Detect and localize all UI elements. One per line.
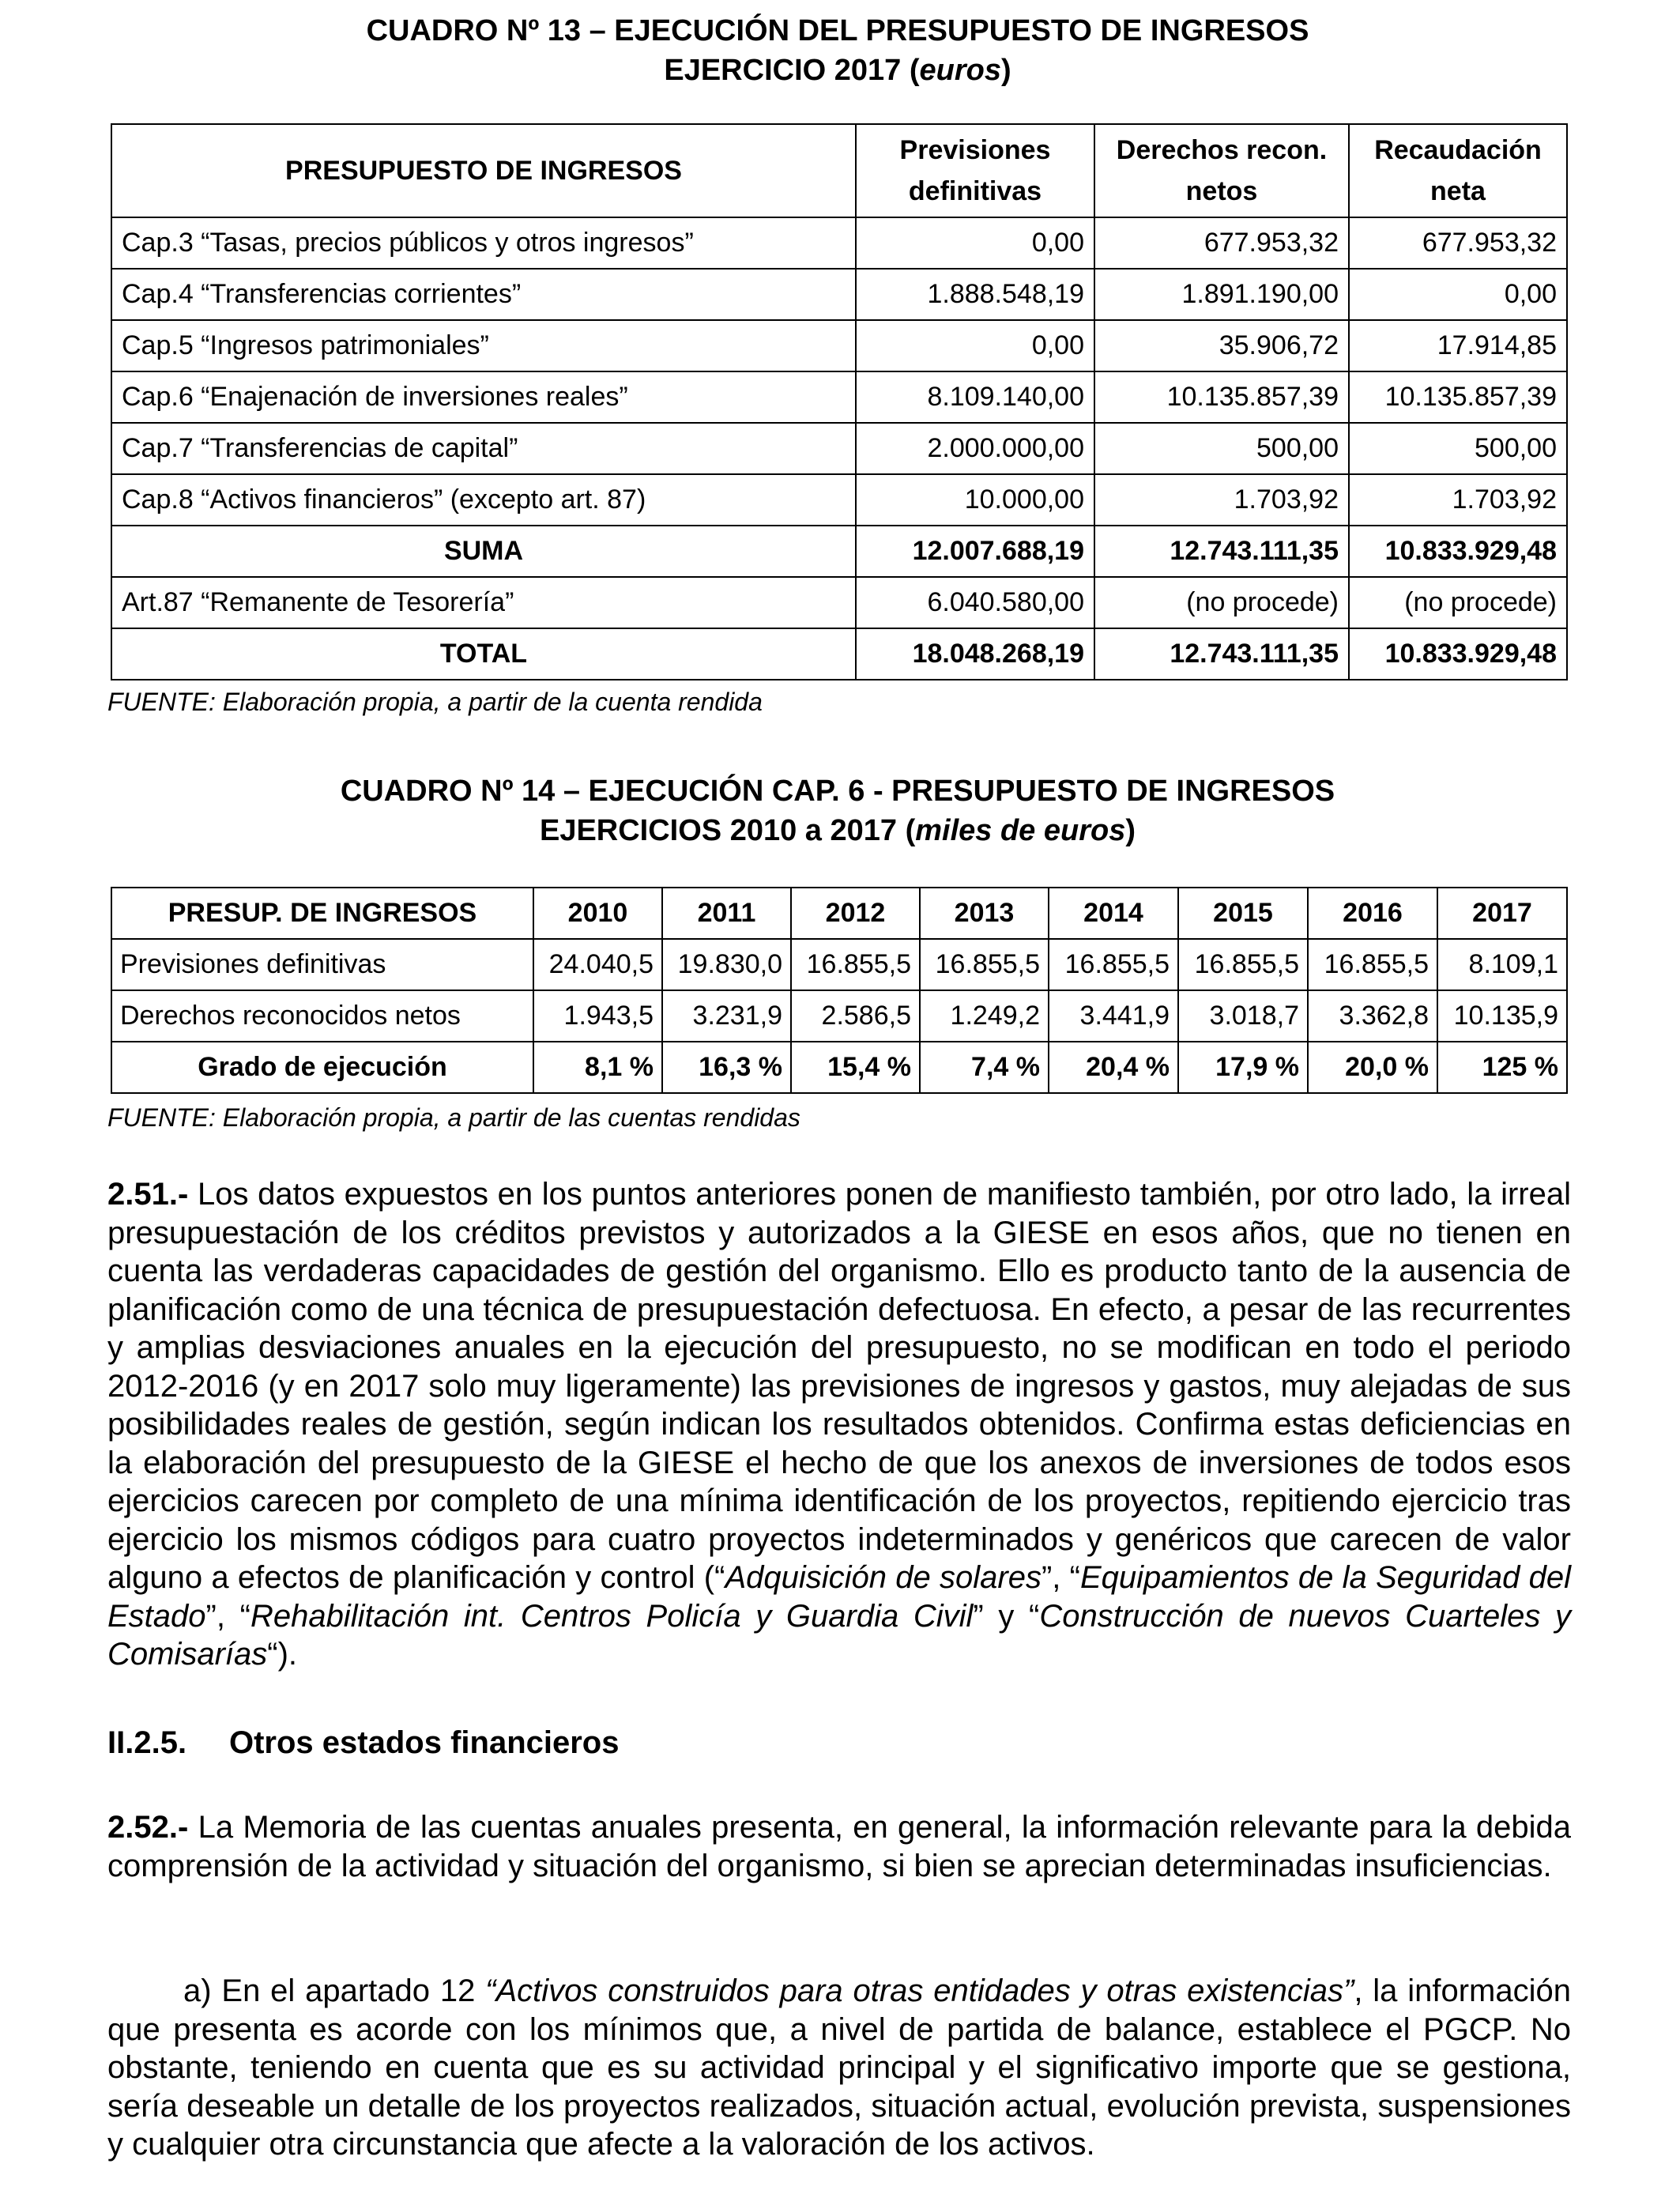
cell-previsiones: 18.048.268,19: [856, 628, 1094, 680]
table-cell: 7,4 %: [920, 1042, 1049, 1093]
table-cell: 10.135,9: [1437, 990, 1567, 1042]
table14-header-year: 2015: [1178, 888, 1308, 939]
row-label: Grado de ejecución: [111, 1042, 533, 1093]
table-row: [111, 320, 1567, 371]
cell-previsiones: 8.109.140,00: [856, 371, 1094, 423]
cell-derechos: 1.891.190,00: [1094, 269, 1349, 320]
table13-caption: [103, 11, 1573, 90]
table-cell: 24.040,5: [533, 939, 662, 990]
table13-caption-line2: EJERCICIO 2017 (euros): [664, 54, 1011, 87]
table-row: [111, 371, 1567, 423]
cell-previsiones: 10.000,00: [856, 474, 1094, 526]
paragraph-a: a) En el apartado 12 “Activos construidos para otras entidades y otras existencias”, la información que presenta es acorde con los mínimos que, a nivel de partida de balance, establece el PGCP. No obstante, teniendo en cuenta que es su actividad principal y el significativo importe que se gestiona, sería deseable un detalle de los proyectos realizados, situación actual, evolución prevista, suspensiones y cualquier otra circunstancia que afecte a la valoración de los activos.: [107, 1973, 1572, 2162]
table-cell: 125 %: [1437, 1042, 1567, 1093]
table-row-grado: [111, 1042, 1567, 1093]
table14-source: FUENTE: Elaboración propia, a partir de las cuentas rendidas: [107, 1103, 800, 1132]
row-label: Cap.4 “Transferencias corrientes”: [111, 269, 856, 320]
cell-derechos: 677.953,32: [1094, 217, 1349, 269]
cell-derechos: (no procede): [1094, 577, 1349, 628]
cell-previsiones: 12.007.688,19: [856, 526, 1094, 577]
cell-recaudacion: 17.914,85: [1349, 320, 1567, 371]
table-row: [111, 217, 1567, 269]
list-marker: a): [183, 1973, 212, 2008]
row-label: Cap.8 “Activos financieros” (excepto art. 87): [111, 474, 856, 526]
table-cell: 1.943,5: [533, 990, 662, 1042]
section-heading: [107, 1723, 619, 1762]
table-cell: 20,4 %: [1049, 1042, 1178, 1093]
cell-recaudacion: 0,00: [1349, 269, 1567, 320]
row-label: Cap.7 “Transferencias de capital”: [111, 423, 856, 474]
cell-previsiones: 0,00: [856, 320, 1094, 371]
paragraph-2-51: 2.51.- Los datos expuestos en los puntos anteriores ponen de manifiesto también, por otro lado, la irreal presupuestación de los créditos previstos y autorizados a la GIESE en esos años, que no tienen en cuenta las verdaderas capacidades de gestión del organismo. Ello es producto tanto de la ausencia de planificación como de una técnica de presupuestación defectuosa. En efecto, a pesar de las recurrentes y amplias desviaciones anuales en la ejecución del presupuesto, no se modifican en todo el periodo 2012-2016 (y en 2017 solo muy ligeramente) las previsiones de ingresos y gastos, muy alejadas de sus posibilidades reales de gestión, según indican los resultados obtenidos. Confirma estas deficiencias en la elaboración del presupuesto de la GIESE el hecho de que los anexos de inversiones de todos esos ejercicios carecen por completo de una mínima identificación de los proyectos, repitiendo ejercicio tras ejercicio los mismos códigos para cuatro proyectos indeterminados y genéricos que carecen de valor alguno a efectos de planificación y control (“Adquisición de solares”, “Equipamientos de la Seguridad del Estado”, “Rehabilitación int. Centros Policía y Guardia Civil” y “Construcción de nuevos Cuarteles y Comisarías“).: [107, 1177, 1572, 1672]
table14: [111, 887, 1568, 1094]
cell-derechos: 10.135.857,39: [1094, 371, 1349, 423]
table-cell: 16.855,5: [1178, 939, 1308, 990]
section-title: Otros estados financieros: [229, 1725, 620, 1760]
table-cell: 20,0 %: [1308, 1042, 1437, 1093]
section-number: II.2.5.: [107, 1725, 187, 1760]
table-cell: 8.109,1: [1437, 939, 1567, 990]
row-label: Art.87 “Remanente de Tesorería”: [111, 577, 856, 628]
table14-header-year: 2017: [1437, 888, 1567, 939]
table13: [111, 123, 1568, 680]
table14-header-year: 2011: [662, 888, 791, 939]
table-row: [111, 577, 1567, 628]
table-row: [111, 990, 1567, 1042]
table-cell: 16.855,5: [920, 939, 1049, 990]
row-label: Cap.5 “Ingresos patrimoniales”: [111, 320, 856, 371]
cell-previsiones: 0,00: [856, 217, 1094, 269]
table14-caption-line2: EJERCICIOS 2010 a 2017 (miles de euros): [539, 814, 1136, 847]
cell-derechos: 1.703,92: [1094, 474, 1349, 526]
table-cell: 17,9 %: [1178, 1042, 1308, 1093]
table-cell: 3.362,8: [1308, 990, 1437, 1042]
table-cell: 16.855,5: [791, 939, 920, 990]
table-cell: 19.830,0: [662, 939, 791, 990]
table14-header-year: 2012: [791, 888, 920, 939]
table14-header-year: 2010: [533, 888, 662, 939]
cell-recaudacion: 10.135.857,39: [1349, 371, 1567, 423]
table-cell: 3.441,9: [1049, 990, 1178, 1042]
cell-previsiones: 1.888.548,19: [856, 269, 1094, 320]
paragraph-2-52: 2.52.- La Memoria de las cuentas anuales presenta, en general, la información relevante para la debida comprensión de la actividad y situación del organismo, si bien se aprecian determinadas insuficiencias.: [107, 1810, 1571, 1883]
table-row-suma: [111, 526, 1567, 577]
table-row: [111, 423, 1567, 474]
table-cell: 8,1 %: [533, 1042, 662, 1093]
cell-previsiones: 2.000.000,00: [856, 423, 1094, 474]
row-label: Previsiones definitivas: [111, 939, 533, 990]
cell-recaudacion: 10.833.929,48: [1349, 628, 1567, 680]
cell-previsiones: 6.040.580,00: [856, 577, 1094, 628]
table13-caption-line1: CUADRO Nº 13 – EJECUCIÓN DEL PRESUPUESTO DE INGRESOS: [366, 14, 1309, 47]
table-row: [111, 474, 1567, 526]
row-label: SUMA: [111, 526, 856, 577]
table14-header-row: [111, 888, 1567, 939]
table13-header-derechos: Derechos recon. netos: [1094, 124, 1349, 217]
table14-header-year: 2016: [1308, 888, 1437, 939]
cell-derechos: 35.906,72: [1094, 320, 1349, 371]
table13-header-recaudacion: Recaudación neta: [1349, 124, 1567, 217]
table13-source: FUENTE: Elaboración propia, a partir de la cuenta rendida: [107, 688, 763, 716]
table14-caption-line1: CUADRO Nº 14 – EJECUCIÓN CAP. 6 - PRESUPUESTO DE INGRESOS: [340, 775, 1335, 808]
table14-header-year: 2013: [920, 888, 1049, 939]
table-cell: 2.586,5: [791, 990, 920, 1042]
table-cell: 16.855,5: [1049, 939, 1178, 990]
cell-derechos: 500,00: [1094, 423, 1349, 474]
table14-caption: [103, 771, 1573, 850]
cell-recaudacion: 1.703,92: [1349, 474, 1567, 526]
table-cell: 16,3 %: [662, 1042, 791, 1093]
cell-recaudacion: 677.953,32: [1349, 217, 1567, 269]
table-cell: 1.249,2: [920, 990, 1049, 1042]
paragraph-number: 2.51.-: [107, 1177, 189, 1212]
table14-header-concept: PRESUP. DE INGRESOS: [111, 888, 533, 939]
table-row-total: [111, 628, 1567, 680]
cell-recaudacion: 10.833.929,48: [1349, 526, 1567, 577]
paragraph-number: 2.52.-: [107, 1810, 189, 1845]
table13-header-row: [111, 124, 1567, 217]
cell-derechos: 12.743.111,35: [1094, 526, 1349, 577]
cell-recaudacion: 500,00: [1349, 423, 1567, 474]
table13-header-previsiones: Previsiones definitivas: [856, 124, 1094, 217]
row-label: Cap.6 “Enajenación de inversiones reales”: [111, 371, 856, 423]
row-label: Derechos reconocidos netos: [111, 990, 533, 1042]
table-cell: 15,4 %: [791, 1042, 920, 1093]
table-cell: 3.231,9: [662, 990, 791, 1042]
table-cell: 3.018,7: [1178, 990, 1308, 1042]
cell-derechos: 12.743.111,35: [1094, 628, 1349, 680]
table-row: [111, 939, 1567, 990]
cell-recaudacion: (no procede): [1349, 577, 1567, 628]
table-cell: 16.855,5: [1308, 939, 1437, 990]
row-label: Cap.3 “Tasas, precios públicos y otros ingresos”: [111, 217, 856, 269]
table-row: [111, 269, 1567, 320]
table13-header-concept: PRESUPUESTO DE INGRESOS: [111, 124, 856, 217]
table14-header-year: 2014: [1049, 888, 1178, 939]
row-label: TOTAL: [111, 628, 856, 680]
